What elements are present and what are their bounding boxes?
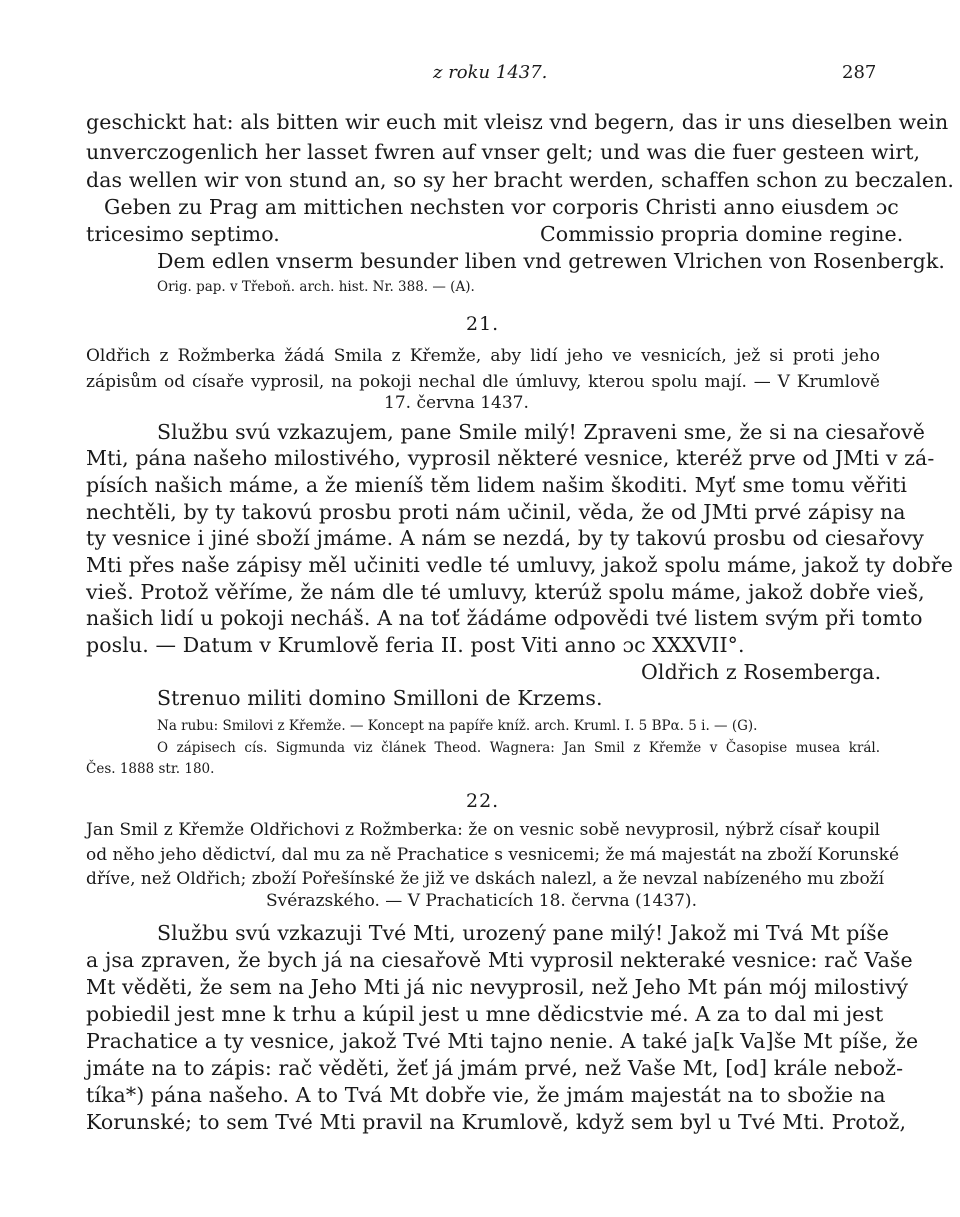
text-line: našich lidí u pokoji necháš. A na toť žádáme odpovědi tvé listem svým při tomto	[86, 606, 923, 630]
text-line: Mti přes naše zápisy měl učiniti vedle té umluvy, jakož spolu máme, jakož ty dobře	[86, 553, 953, 577]
text-line: a jsa zpraven, že bych já na ciesařově Mti vyprosil nekteraké vesnice: rač Vaše	[86, 948, 913, 972]
text-line: jmáte na to zápis: rač věděti, žeť já jmám prvé, než Vaše Mt, [od] krále nebož-	[86, 1056, 904, 1080]
text-line-content: Geben zu Prag am mittichen nechsten vor corporis Christi anno eiusdem ɔc	[104, 195, 899, 219]
source-note: O zápisech cís. Sigmunda viz článek Theod. Wagnera: Jan Smil z Křemže v Časopise musea král.	[157, 740, 880, 756]
regest-line: od něho jeho dědictví, dal mu za ně Prachatice s vesnicemi; že má majestát na zboží Korunské	[86, 845, 900, 865]
text-line: Službu svú vzkazujem, pane Smile milý! Zpraveni sme, že si na ciesařově	[157, 420, 925, 444]
commissio-note: Commissio propria domine regine.	[540, 222, 904, 246]
text-line: geschickt hat: als bitten wir euch mit vleisz vnd begern, das ir uns dieselben wein	[86, 110, 949, 134]
source-note: Orig. pap. v Třeboň. arch. hist. Nr. 388. — (A).	[157, 279, 475, 295]
regest-line: zápisům od císaře vyprosil, na pokoji nechal dle úmluvy, kterou spolu mají. — V Krumlově	[86, 372, 880, 392]
source-note: Čes. 1888 str. 180.	[86, 761, 215, 777]
regest-line: Svérazského. — V Prachaticích 18. června (1437).	[266, 891, 697, 911]
text-line: Korunské; to sem Tvé Mti pravil na Krumlově, když sem byl u Tvé Mti. Protož,	[86, 1110, 907, 1134]
signature: Oldřich z Rosemberga.	[641, 660, 882, 684]
regest-line: 17. června 1437.	[384, 393, 529, 413]
text-line: vieš. Protož věříme, že nám dle té umluvy, kterúž spolu máme, jakož dobře vieš,	[86, 580, 925, 604]
regest-line: dříve, než Oldřich; zboží Pořešínské že již ve dskách nalezl, a že nevzal nabízeného mu zboží	[86, 869, 885, 889]
text-line: nechtěli, by ty takovú prosbu proti nám učinil, věda, že od JMti prvé zápisy na	[86, 500, 906, 524]
text-line: písích našich máme, a že mieníš těm lidem našim škoditi. Myť sme tomu věřiti	[86, 473, 908, 497]
text-line: das wellen wir von stund an, so sy her bracht werden, schaffen schon zu beczalen.	[86, 168, 955, 192]
running-title: z roku 1437.	[433, 62, 548, 83]
text-line: unverczogenlich her lasset fwren auf vnser gelt; und was die fuer gesteen wirt,	[86, 140, 921, 164]
text-line: Službu svú vzkazuji Tvé Mti, urozený pane milý! Jakož mi Tvá Mt píše	[157, 921, 890, 945]
address-line: Strenuo militi domino Smilloni de Krzems.	[157, 686, 603, 710]
regest-line: Oldřich z Rožmberka žádá Smila z Křemže, aby lidí jeho ve vesnicích, jež si proti jeho	[86, 346, 880, 366]
text-line: tricesimo septimo.	[86, 222, 280, 246]
document-number: 22.	[466, 790, 500, 812]
address-line: Dem edlen vnserm besunder liben vnd getrewen Vlrichen von Rosenbergk.	[157, 249, 946, 273]
text-line: poslu. — Datum v Krumlově feria II. post Viti anno ɔc XXXVII°.	[86, 633, 745, 657]
text-line	[86, 195, 899, 219]
text-line: Prachatice a ty vesnice, jakož Tvé Mti tajno nenie. A také ja[k Va]še Mt píše, že	[86, 1029, 919, 1053]
source-note: Na rubu: Smilovi z Křemže. — Koncept na papíře kníž. arch. Kruml. I. 5 BPα. 5 i. — (G).	[157, 718, 758, 734]
page-number: 287	[842, 62, 877, 83]
document-number: 21.	[466, 313, 500, 335]
regest-line: Jan Smil z Křemže Oldřichovi z Rožmberka: že on vesnic sobě nevyprosil, nýbrž císař koupil	[86, 820, 880, 840]
text-line: Mti, pána našeho milostivého, vyprosil některé vesnice, kteréž prve od JMti v zá-	[86, 446, 935, 470]
text-line: tíka*) pána našeho. A to Tvá Mt dobře vie, že jmám majestát na to sbožie na	[86, 1083, 886, 1107]
text-line: Mt věděti, že sem na Jeho Mti já nic nevyprosil, než Jeho Mt pán mój milostivý	[86, 975, 909, 999]
text-line: pobiedil jest mne k trhu a kúpil jest u mne dědicstvie mé. A za to dal mi jest	[86, 1002, 884, 1026]
text-line: ty vesnice i jiné sboží jmáme. A nám se nezdá, by ty takovú prosbu od ciesařovy	[86, 526, 924, 550]
